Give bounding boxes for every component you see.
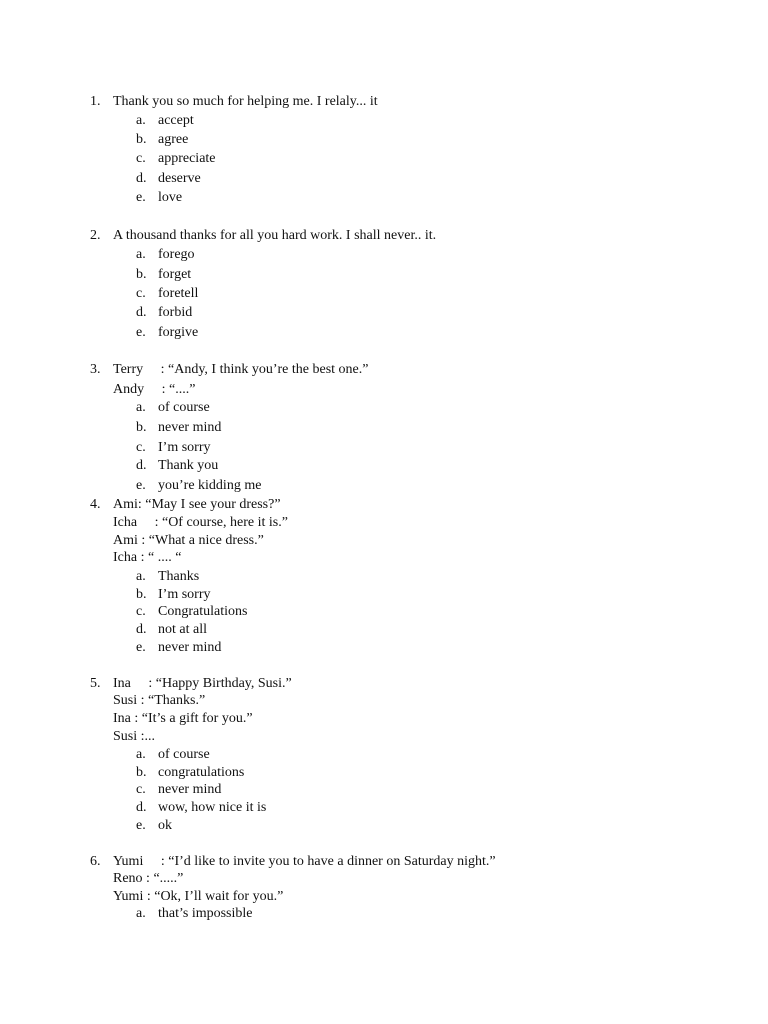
option-letter: a.	[136, 113, 146, 128]
option-letter: e.	[136, 640, 146, 655]
dialogue-line: Ina : “Happy Birthday, Susi.”	[113, 676, 292, 691]
option-text: you’re kidding me	[158, 478, 262, 493]
option-text: that’s impossible	[158, 906, 253, 921]
question-number: 3.	[90, 362, 101, 377]
option-letter: a.	[136, 747, 146, 762]
dialogue-line: Yumi : “I’d like to invite you to have a dinner on Saturday night.”	[113, 854, 496, 869]
option-text: Congratulations	[158, 604, 248, 619]
option-text: forbid	[158, 305, 193, 320]
question-number: 4.	[90, 497, 101, 512]
option-letter: a.	[136, 569, 146, 584]
dialogue-line: Ami: “May I see your dress?”	[113, 497, 281, 512]
dialogue-line: Icha : “Of course, here it is.”	[113, 515, 288, 530]
option-letter: d.	[136, 622, 147, 637]
option-text: agree	[158, 132, 189, 147]
option-letter: e.	[136, 325, 146, 340]
option-text: never mind	[158, 640, 222, 655]
option-text: foretell	[158, 286, 199, 301]
question-text: A thousand thanks for all you hard work. I shall never.. it.	[113, 228, 437, 243]
option-letter: a.	[136, 906, 146, 921]
option-letter: d.	[136, 171, 147, 186]
option-letter: e.	[136, 478, 146, 493]
question-number: 2.	[90, 228, 101, 243]
option-text: forego	[158, 247, 195, 262]
option-text: not at all	[158, 622, 207, 637]
option-letter: a.	[136, 247, 146, 262]
option-text: of course	[158, 747, 210, 762]
option-letter: a.	[136, 400, 146, 415]
question-number: 5.	[90, 676, 101, 691]
option-text: of course	[158, 400, 210, 415]
option-letter: b.	[136, 267, 147, 282]
option-text: forget	[158, 267, 192, 282]
option-letter: c.	[136, 286, 146, 301]
dialogue-line: Icha : “ .... “	[113, 550, 182, 565]
option-text: love	[158, 190, 183, 205]
option-letter: c.	[136, 782, 146, 797]
dialogue-line: Andy : “....”	[113, 382, 196, 397]
dialogue-line: Terry : “Andy, I think you’re the best one.”	[113, 362, 369, 377]
option-text: ok	[158, 818, 172, 833]
dialogue-line: Susi :...	[113, 729, 156, 744]
option-text: never mind	[158, 420, 222, 435]
option-letter: e.	[136, 190, 146, 205]
option-text: I’m sorry	[158, 440, 211, 455]
dialogue-line: Susi : “Thanks.”	[113, 693, 206, 708]
question-number: 1.	[90, 94, 101, 109]
option-letter: d.	[136, 458, 147, 473]
option-letter: b.	[136, 420, 147, 435]
dialogue-line: Reno : “.....”	[113, 871, 184, 886]
option-text: accept	[158, 113, 194, 128]
option-letter: d.	[136, 800, 147, 815]
question-text: Thank you so much for helping me. I relaly... it	[113, 94, 378, 109]
option-text: never mind	[158, 782, 222, 797]
option-letter: c.	[136, 151, 146, 166]
option-letter: c.	[136, 604, 146, 619]
dialogue-line: Ami : “What a nice dress.”	[113, 533, 264, 548]
dialogue-line: Ina : “It’s a gift for you.”	[113, 711, 253, 726]
option-text: forgive	[158, 325, 199, 340]
option-letter: e.	[136, 818, 146, 833]
option-text: I’m sorry	[158, 587, 211, 602]
option-text: wow, how nice it is	[158, 800, 267, 815]
option-letter: b.	[136, 765, 147, 780]
question-number: 6.	[90, 854, 101, 869]
option-letter: b.	[136, 132, 147, 147]
option-letter: d.	[136, 305, 147, 320]
option-letter: c.	[136, 440, 146, 455]
option-text: deserve	[158, 171, 201, 186]
option-text: Thanks	[158, 569, 200, 584]
option-text: Thank you	[158, 458, 219, 473]
option-text: congratulations	[158, 765, 245, 780]
option-text: appreciate	[158, 151, 216, 166]
dialogue-line: Yumi : “Ok, I’ll wait for you.”	[113, 889, 284, 904]
option-letter: b.	[136, 587, 147, 602]
